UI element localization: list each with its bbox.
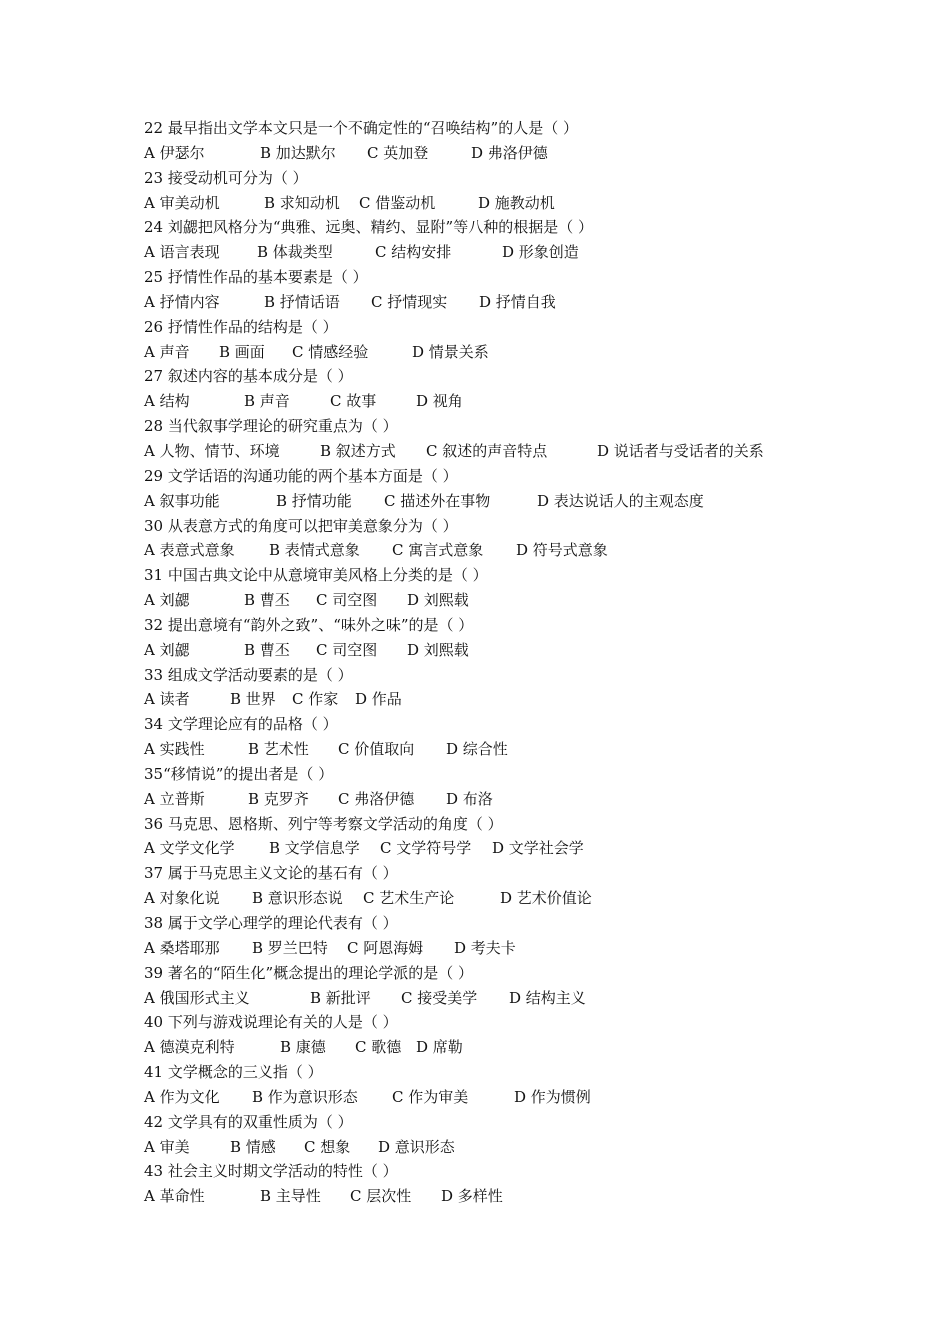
option-d: D 情景关系 [412,342,489,361]
question-text: 39 著名的“陌生化”概念提出的理论学派的是（ ） [144,963,473,982]
question-text: 36 马克思、恩格斯、列宁等考察文学活动的角度（ ） [144,814,503,833]
question-text: 25 抒情性作品的基本要素是（ ） [144,268,368,287]
option-a: A 德漠克利特 [144,1038,235,1057]
option-c: C 寓言式意象 [392,541,484,560]
options-row [144,588,904,613]
option-a: A 叙事功能 [144,491,220,510]
option-c: C 艺术生产论 [363,889,455,908]
option-d: D 说话者与受话者的关系 [597,441,764,460]
question-text: 35“移情说”的提出者是（ ） [144,764,334,783]
options-row [144,489,904,514]
option-a: A 读者 [144,690,190,709]
option-a: A 刘勰 [144,591,190,610]
option-a: A 抒情内容 [144,292,220,311]
question-text: 34 文学理论应有的品格（ ） [144,715,338,734]
option-d: D 抒情自我 [479,292,556,311]
option-b: B 曹丕 [244,591,290,610]
option-b: B 表情式意象 [269,541,360,560]
option-d: D 文学社会学 [492,839,584,858]
option-c: C 层次性 [350,1187,412,1206]
options-row [144,1035,904,1060]
options-row [144,687,904,712]
option-b: B 声音 [244,392,290,411]
option-d: D 形象创造 [502,243,579,262]
option-c: C 文学符号学 [380,839,472,858]
option-d: D 艺术价值论 [500,889,592,908]
option-a: A 实践性 [144,740,205,759]
option-a: A 声音 [144,342,190,361]
question-text: 32 提出意境有“韵外之致”、“味外之味”的是（ ） [144,615,474,634]
option-c: C 阿恩海姆 [347,938,424,957]
option-b: B 画面 [219,342,265,361]
options-row [144,737,904,762]
option-b: B 体裁类型 [257,243,333,262]
option-d: D 弗洛伊德 [471,143,548,162]
question-text: 27 叙述内容的基本成分是（ ） [144,367,353,386]
question-text: 41 文学概念的三义指（ ） [144,1063,323,1082]
option-b: B 艺术性 [248,740,309,759]
option-a: A 作为文化 [144,1087,220,1106]
question-text: 22 最早指出文学本文只是一个不确定性的“召唤结构”的人是（ ） [144,119,578,137]
option-d: D 结构主义 [509,988,586,1007]
options-row [144,886,904,911]
option-c: C 接受美学 [401,988,478,1007]
option-c: C 情感经验 [292,342,369,361]
option-a: A 语言表现 [144,243,220,262]
option-c: C 叙述的声音特点 [426,441,548,460]
option-a: A 审美 [144,1137,190,1156]
option-d: D 刘熙载 [407,591,469,610]
option-a: A 文学文化学 [144,839,235,858]
question-text: 33 组成文学活动要素的是（ ） [144,665,353,684]
option-b: B 叙述方式 [320,441,396,460]
question-text: 38 属于文学心理学的理论代表有（ ） [144,914,398,932]
question-text: 28 当代叙事学理论的研究重点为（ ） [144,417,398,436]
question-text: 37 属于马克思主义文论的基石有（ ） [144,864,398,883]
option-b: B 抒情功能 [276,491,352,510]
option-c: C 司空图 [316,640,378,659]
option-d: D 视角 [416,392,463,411]
options-row [144,191,904,216]
option-b: B 新批评 [310,988,371,1007]
option-c: C 价值取向 [338,740,415,759]
option-d: D 综合性 [446,740,508,759]
options-row [144,240,904,265]
options-row [144,290,904,315]
option-a: A 桑塔耶那 [144,938,220,957]
options-row [144,439,904,464]
options-row [144,141,904,166]
option-c: C 司空图 [316,591,378,610]
option-d: D 表达说话人的主观态度 [537,491,704,510]
option-c: C 作为审美 [392,1087,469,1106]
option-c: C 描述外在事物 [384,491,491,510]
options-row [144,836,904,861]
question-text: 24 刘勰把风格分为“典雅、远奥、精约、显附”等八种的根据是（ ） [144,218,593,237]
option-a: A 伊瑟尔 [144,143,205,162]
question-text: 40 下列与游戏说理论有关的人是（ ） [144,1013,398,1032]
option-a: A 审美动机 [144,193,220,212]
option-a: A 对象化说 [144,889,220,908]
option-a: A 人物、情节、环境 [144,441,280,460]
question-text: 30 从表意方式的角度可以把审美意象分为（ ） [144,516,458,535]
options-row [144,340,904,365]
option-b: B 世界 [230,690,276,709]
option-d: D 多样性 [441,1187,503,1206]
option-c: C 想象 [304,1137,351,1156]
option-d: D 作为惯例 [514,1087,591,1106]
option-b: B 罗兰巴特 [252,938,328,957]
question-text: 43 社会主义时期文学活动的特性（ ） [144,1162,398,1181]
question-text: 42 文学具有的双重性质为（ ） [144,1112,353,1131]
option-d: D 作品 [355,690,402,709]
option-c: C 借鉴动机 [359,193,436,212]
option-d: D 席勒 [416,1038,463,1057]
option-c: C 故事 [330,392,377,411]
option-c: C 弗洛伊德 [338,789,415,808]
option-d: D 意识形态 [378,1137,455,1156]
option-a: A 立普斯 [144,789,205,808]
question-text: 29 文学话语的沟通功能的两个基本方面是（ ） [144,466,458,485]
option-a: A 刘勰 [144,640,190,659]
option-d: D 施教动机 [478,193,555,212]
option-b: B 求知动机 [264,193,340,212]
options-row [144,1085,904,1110]
options-row [144,936,904,961]
option-b: B 文学信息学 [269,839,360,858]
option-b: B 情感 [230,1137,276,1156]
option-a: A 革命性 [144,1187,205,1206]
option-c: C 歌德 [355,1038,402,1057]
option-c: C 抒情现实 [371,292,448,311]
option-c: C 结构安排 [375,243,452,262]
option-c: C 作家 [292,690,339,709]
options-row [144,787,904,812]
option-b: B 曹丕 [244,640,290,659]
option-a: A 俄国形式主义 [144,988,250,1007]
option-c: C 英加登 [367,143,429,162]
question-text: 31 中国古典文论中从意境审美风格上分类的是（ ） [144,566,488,585]
option-b: B 康德 [280,1038,326,1057]
option-b: B 抒情话语 [264,292,340,311]
option-a: A 表意式意象 [144,541,235,560]
option-d: D 考夫卡 [454,938,516,957]
options-row [144,389,904,414]
option-b: B 克罗齐 [248,789,309,808]
option-d: D 布洛 [446,789,493,808]
question-list [144,116,904,1209]
question-text: 23 接受动机可分为（ ） [144,168,308,187]
option-b: B 作为意识形态 [252,1087,358,1106]
option-b: B 加达默尔 [260,143,336,162]
option-d: D 符号式意象 [516,541,608,560]
options-row [144,1184,904,1209]
question-text: 26 抒情性作品的结构是（ ） [144,317,338,336]
options-row [144,538,904,563]
option-d: D 刘熙载 [407,640,469,659]
options-row [144,1135,904,1160]
option-a: A 结构 [144,392,190,411]
options-row [144,638,904,663]
option-b: B 主导性 [260,1187,321,1206]
options-row [144,986,904,1011]
option-b: B 意识形态说 [252,889,343,908]
